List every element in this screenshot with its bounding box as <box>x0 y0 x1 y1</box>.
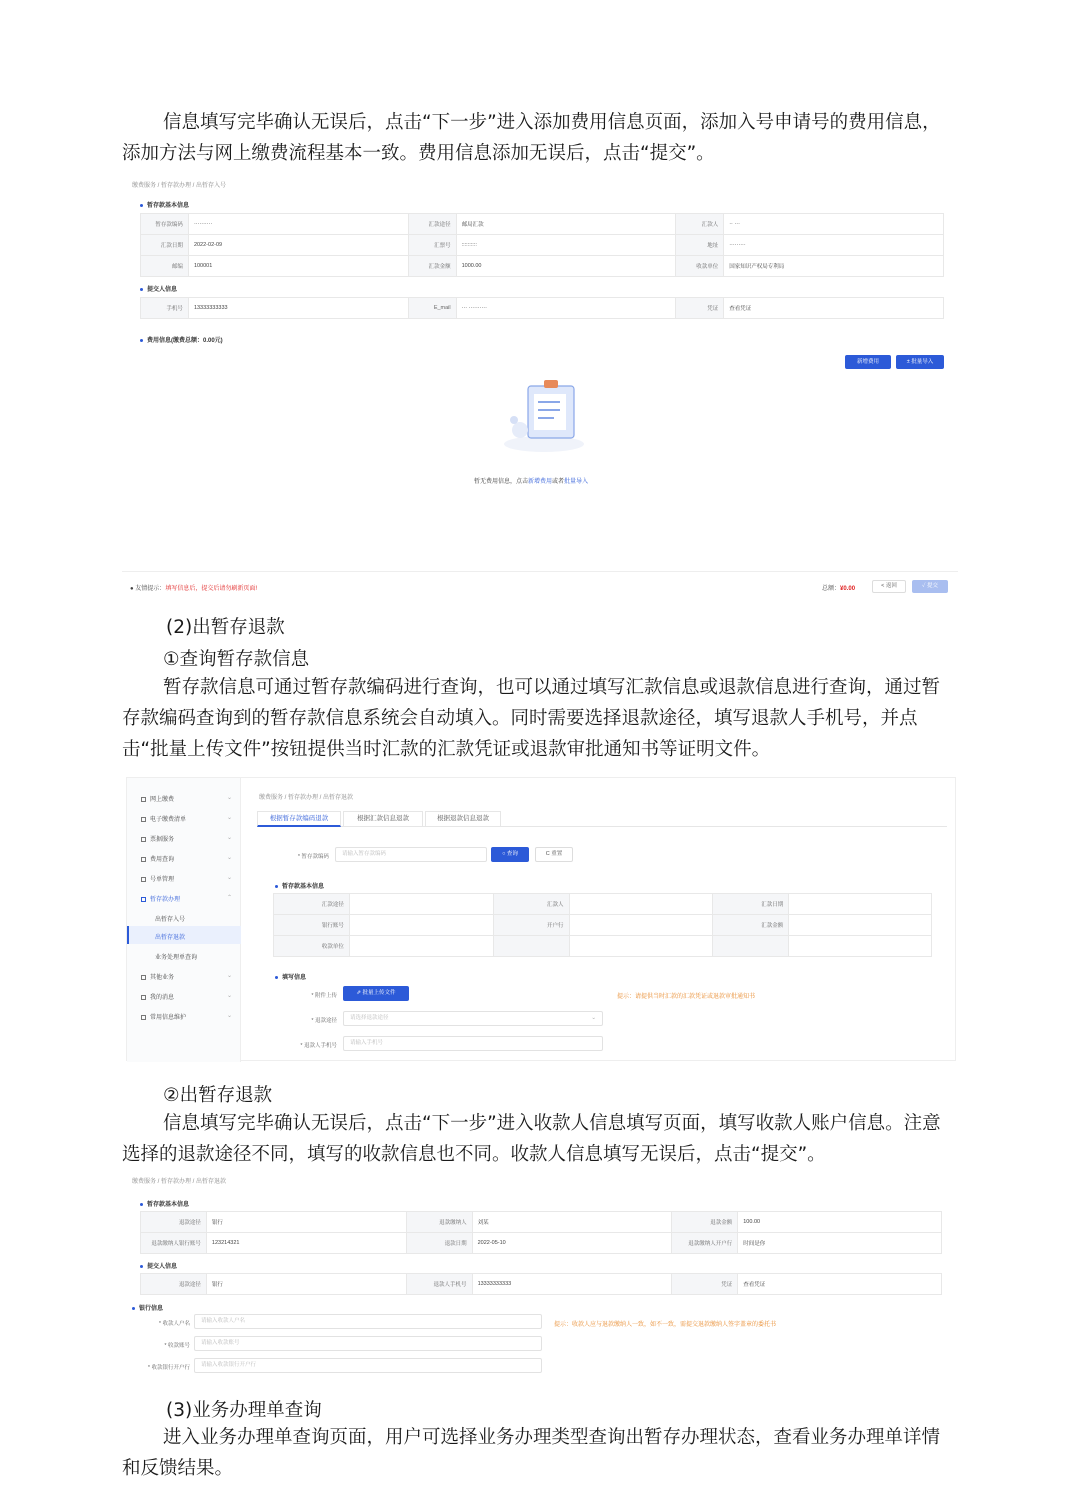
section-fill-title: 填写信息 <box>275 972 306 981</box>
chevron-down-icon: ⌄ <box>591 1015 596 1021</box>
breadcrumb: 缴费服务 / 暂存款办理 / 出暂存退款 <box>132 1179 227 1185</box>
refund-basic-table <box>140 1211 942 1254</box>
payee-name-input[interactable]: 请输入收款人户名 <box>194 1314 542 1329</box>
payee-name-label: * 收款人户名 <box>158 1321 190 1327</box>
table-row: 退款途径 银行 退款缴纳人 刘某 退款金额 100.00 <box>141 1212 942 1233</box>
table-row: 汇款日期 2022-02-09 汇票号 :::::::::: 地址 ········· <box>141 235 944 256</box>
total-amount: 总额：¥0.00 <box>822 586 856 592</box>
tab-by-refund[interactable]: 根据退款信息退款 <box>425 811 501 827</box>
refund-route-select[interactable]: 请选择退款途径 ⌄ <box>343 1011 603 1026</box>
chevron-down-icon: ⌄ <box>226 855 232 861</box>
section-basic-title: 暂存款基本信息 <box>275 881 324 890</box>
upload-hint: 提示：请提供当时汇款的汇款凭证或退款审批通知书 <box>617 994 756 1000</box>
table-row: 退款途径 银行 退款人手机号 13333333333 凭证 查看凭证 <box>141 1274 942 1295</box>
info-icon: ● <box>130 586 134 592</box>
phone-label: * 退款人手机号 <box>300 1043 337 1049</box>
deposit-code-input[interactable]: 请输入暂存款编码 <box>335 847 487 862</box>
section-submitter-title: 提交人信息 <box>140 284 177 293</box>
payee-account-label: * 收款账号 <box>164 1343 190 1349</box>
sidebar <box>127 778 241 1062</box>
section-heading-2: (2)出暂存退款 <box>166 617 285 638</box>
payee-hint: 提示：收款人应与退款缴纳人一致，如不一致，需提交退款缴纳人签字盖章的委托书 <box>554 1322 777 1328</box>
table-row: 银行账号 开户行 汇款金额 <box>274 915 932 936</box>
sidebar-item-deposit[interactable]: 暂存款办理 <box>141 894 180 903</box>
sidebar-item-fee-query[interactable]: 费用查询 <box>141 854 174 863</box>
table-row: 暂存款编码 ·········· 汇款途径 邮局汇款 汇款人 ·· ··· <box>141 214 944 235</box>
table-row: 邮编 100001 汇款金额 1000.00 收款单位 国家知识产权局专利局 <box>141 256 944 277</box>
basic-info-table <box>140 213 944 277</box>
refund-paragraph: 信息填写完毕确认无误后，点击“下一步”进入收款人信息填写页面，填写收款人账户信息。注意选择的退款途径不同，填写的收款信息也不同。收款人信息填写无误后，点击“提交”。 <box>122 1113 941 1165</box>
chevron-down-icon: ⌄ <box>226 815 232 821</box>
chevron-up-icon: ⌃ <box>226 895 232 901</box>
table-row: 收款单位 <box>274 936 932 957</box>
sidebar-item-other[interactable]: 其他业务 <box>141 972 174 981</box>
tab-by-remittance[interactable]: 根据汇款信息退款 <box>343 811 423 827</box>
table-row: 退款缴纳人银行账号 123214321 退款日期 2022-05-10 退款缴纳人开户行 时间是你 <box>141 1233 942 1254</box>
sidebar-item-common-info[interactable]: 常用信息维护 <box>141 1012 186 1021</box>
add-fee-button[interactable]: 新增费用 <box>845 355 891 369</box>
sidebar-subitem-order-query[interactable]: 业务处理单查询 <box>155 955 198 961</box>
breadcrumb: 缴费服务 / 暂存款办理 / 出暂存入号 <box>132 183 227 189</box>
section-basic-title: 暂存款基本信息 <box>140 1199 189 1208</box>
attach-label: * 附件上传 <box>311 993 337 999</box>
section-bank-title: 银行信息 <box>132 1303 163 1312</box>
chevron-down-icon: ⌄ <box>226 1013 232 1019</box>
intro-paragraph: 信息填写完毕确认无误后，点击“下一步”进入添加费用信息页面，添加入号申请号的费用信息，添加方法与网上缴费流程基本一致。费用信息添加无误后，点击“提交”。 <box>122 112 941 164</box>
submit-button[interactable]: ✓ 提交 <box>912 580 948 593</box>
subheading-query: ①查询暂存款信息 <box>163 649 310 670</box>
query-paragraph: 暂存款信息可通过暂存款编码进行查询，也可以通过填写汇款信息或退款信息进行查询，通过暂存款编码查询到的暂存款信息系统会自动填入。同时需要选择退款途径，填写退款人手机号，并点击“批量上传文件”按钮提供当时汇款的汇款凭证或退款审批通知书等证明文件。 <box>122 677 941 760</box>
empty-state-text: 暂无费用信息，点击新增费用或者批量导入 <box>474 479 589 485</box>
footer-divider <box>122 571 958 572</box>
sidebar-item-messages[interactable]: 我的消息 <box>141 992 174 1001</box>
chevron-down-icon: ⌄ <box>226 835 232 841</box>
order-query-paragraph: 进入业务办理单查询页面，用户可选择业务办理类型查询出暂存办理状态，查看业务办理单详情和反馈结果。 <box>122 1427 941 1479</box>
chevron-down-icon: ⌄ <box>226 795 232 801</box>
view-voucher-link[interactable]: 查看凭证 <box>738 1274 942 1295</box>
chevron-down-icon: ⌄ <box>226 973 232 979</box>
empty-clipboard-illustration <box>498 372 590 454</box>
sidebar-subitem-deposit-refund[interactable]: 出暂存退款 <box>155 935 186 941</box>
chevron-down-icon: ⌄ <box>226 875 232 881</box>
sidebar-item-receipt[interactable]: 票据服务 <box>141 834 174 843</box>
payee-bank-label: * 收款银行开户行 <box>147 1365 190 1371</box>
sidebar-subitem-deposit-in[interactable]: 出暂存入号 <box>155 917 186 923</box>
code-label: * 暂存款编码 <box>297 854 329 860</box>
tab-by-code[interactable]: 根据暂存款编码退款 <box>257 811 341 827</box>
submitter-table <box>140 297 944 319</box>
subheading-refund: ②出暂存退款 <box>163 1085 273 1106</box>
payee-account-input[interactable]: 请输入收款账号 <box>194 1336 542 1351</box>
section-fee-title: 费用信息(缴费总额：0.00元) <box>140 335 223 344</box>
fee-info-screenshot <box>122 176 958 598</box>
sidebar-item-online-pay[interactable]: 网上缴费 <box>141 794 174 803</box>
reset-button[interactable]: C 重置 <box>535 847 573 862</box>
view-voucher-link[interactable]: 查看凭证 <box>724 298 944 319</box>
breadcrumb: 缴费服务 / 暂存款办理 / 出暂存退款 <box>259 795 354 801</box>
sidebar-item-e-bill[interactable]: 电子缴费清单 <box>141 814 186 823</box>
section-submitter-title: 提交人信息 <box>140 1261 177 1270</box>
payee-info-screenshot <box>122 1172 958 1380</box>
refund-submitter-table <box>140 1273 942 1295</box>
empty-batch-import-link[interactable]: 批量导入 <box>564 479 589 485</box>
empty-add-fee-link[interactable]: 新增费用 <box>528 479 553 485</box>
batch-upload-button[interactable]: ⇗ 批量上传文件 <box>343 986 409 1001</box>
table-row: 手机号 13333333333 E_mail ··· ·········· 凭证 查看凭证 <box>141 298 944 319</box>
refund-phone-input[interactable]: 请输入手机号 <box>343 1036 603 1051</box>
route-label: * 退款途径 <box>311 1018 337 1024</box>
section-heading-3: (3)业务办理单查询 <box>166 1400 322 1421</box>
batch-import-button[interactable]: ± 批量导入 <box>896 355 944 369</box>
footer-tip: ● 友情提示：填写信息后，提交后请勿刷新页面! <box>130 586 257 592</box>
payee-bank-input[interactable]: 请输入收款银行开户行 <box>194 1358 542 1373</box>
query-button[interactable]: ○ 查询 <box>491 847 529 862</box>
sidebar-item-number-mgmt[interactable]: 号单管理 <box>141 874 174 883</box>
deposit-basic-grid <box>273 893 932 957</box>
table-row: 汇款途径 汇款人 汇款日期 <box>274 894 932 915</box>
section-basic-title: 暂存款基本信息 <box>140 200 189 209</box>
chevron-down-icon: ⌄ <box>226 993 232 999</box>
back-button[interactable]: < 返回 <box>872 580 906 593</box>
refund-query-screenshot <box>126 777 956 1061</box>
